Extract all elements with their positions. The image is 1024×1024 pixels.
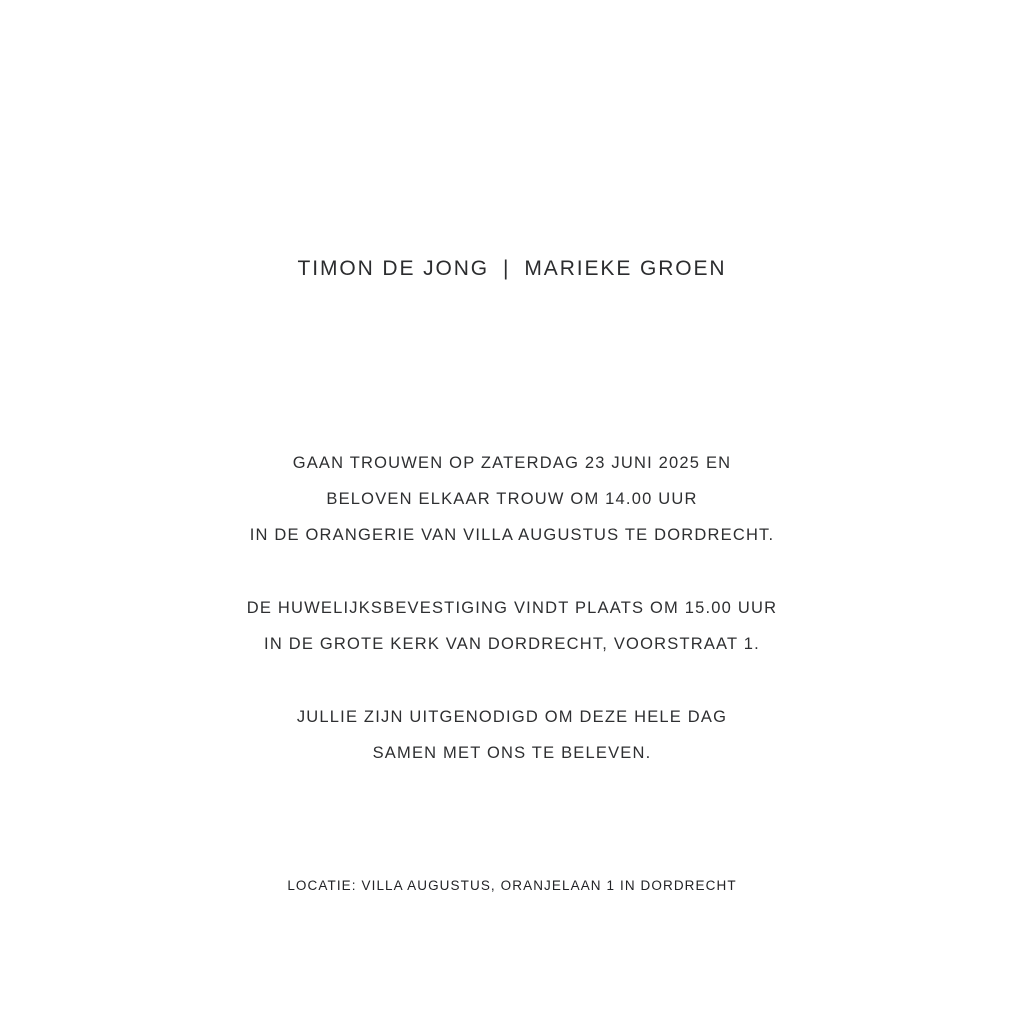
body-line: IN DE ORANGERIE VAN VILLA AUGUSTUS TE DORDRECHT.: [249, 526, 775, 544]
body-line: IN DE GROTE KERK VAN DORDRECHT, VOORSTRAAT 1.: [264, 635, 760, 653]
blessing-paragraph: [0, 596, 1024, 668]
body-line: SAMEN MET ONS TE BELEVEN.: [372, 744, 652, 762]
partner-two-name: MARIEKE GROEN: [524, 257, 727, 280]
partner-one-name: TIMON DE JONG: [297, 257, 490, 280]
couple-names: [0, 257, 1024, 281]
body-line: GAAN TROUWEN OP ZATERDAG 23 JUNI 2025 EN: [292, 454, 732, 472]
invitation-body: [0, 451, 1024, 814]
invite-paragraph: [0, 705, 1024, 777]
body-line: JULLIE ZIJN UITGENODIGD OM DEZE HELE DAG: [296, 708, 728, 726]
body-line: DE HUWELIJKSBEVESTIGING VINDT PLAATS OM 15.00 UUR: [246, 599, 778, 617]
location-line: LOCATIE: VILLA AUGUSTUS, ORANJELAAN 1 IN DORDRECHT: [287, 878, 737, 893]
body-line: BELOVEN ELKAAR TROUW OM 14.00 UUR: [326, 490, 698, 508]
ceremony-paragraph: [0, 451, 1024, 559]
name-separator: |: [503, 257, 511, 280]
